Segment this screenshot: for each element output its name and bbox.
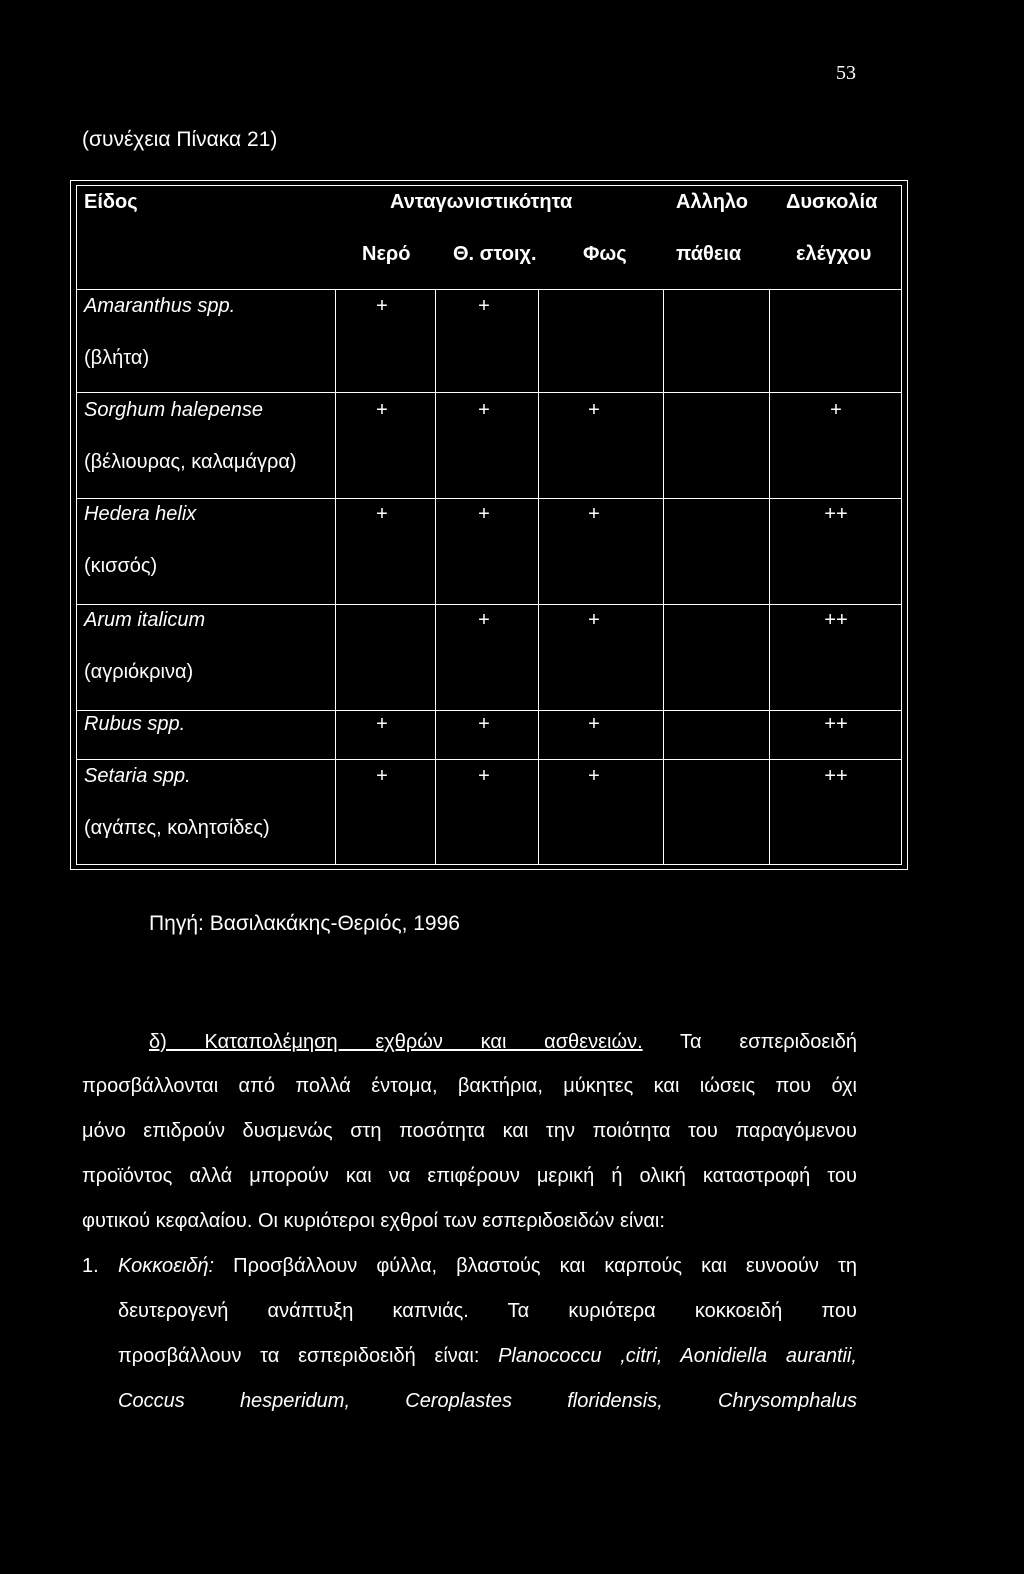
- water-mark: +: [376, 399, 388, 421]
- header-light: Φως: [583, 243, 627, 265]
- difficulty-mark: ++: [824, 765, 848, 787]
- light-mark: +: [588, 503, 600, 525]
- row-divider: [77, 289, 901, 290]
- species-latin-name: Setaria spp.: [84, 765, 191, 787]
- list-item-text: προσβάλλουν τα εσπεριδοειδή είναι:: [118, 1345, 480, 1367]
- paragraph-line: προϊόντος αλλά μπορούν και να επιφέρουν μερική ή ολική καταστροφή του: [82, 1165, 857, 1187]
- species-latin-name: Hedera helix: [84, 503, 197, 525]
- water-mark: +: [376, 503, 388, 525]
- nutrients-mark: +: [478, 765, 490, 787]
- column-divider: [663, 289, 664, 864]
- header-nutrients: Θ. στοιχ.: [453, 243, 537, 265]
- list-item-line: [118, 1344, 857, 1368]
- list-item-text: Προσβάλλουν φύλλα, βλαστούς και καρπούς και ευνοούν τη: [233, 1255, 857, 1277]
- difficulty-mark: +: [830, 399, 842, 421]
- species-latin-name: Sorghum halepense: [84, 399, 264, 421]
- list-item-line: [118, 1254, 857, 1278]
- table-continuation-label: (συνέχεια Πίνακα 21): [82, 128, 278, 151]
- list-item-species-line: Coccus hesperidum, Ceroplastes floridensis, Chrysomphalus: [118, 1390, 857, 1412]
- species-common-name: (κισσός): [84, 555, 158, 577]
- section-lead: Τα εσπεριδοειδή: [680, 1031, 857, 1053]
- column-divider: [769, 289, 770, 864]
- list-item-number: 1.: [82, 1255, 99, 1277]
- species-latin-name: Rubus spp.: [84, 713, 186, 735]
- column-divider: [435, 289, 436, 864]
- section-heading-line: [149, 1030, 857, 1054]
- header-difficulty-line1: Δυσκολία: [786, 191, 878, 213]
- header-allelopathy-line1: Αλληλο: [676, 191, 749, 213]
- light-mark: +: [588, 765, 600, 787]
- difficulty-mark: ++: [824, 503, 848, 525]
- paragraph-line: μόνο επιδρούν δυσμενώς στη ποσότητα και την ποιότητα του παραγόμενου: [82, 1120, 857, 1142]
- row-divider: [77, 604, 901, 605]
- list-item-species: Planococcu ,citri, Aonidiella aurantii,: [498, 1345, 857, 1367]
- nutrients-mark: +: [478, 295, 490, 317]
- species-latin-name: Arum italicum: [84, 609, 206, 631]
- row-divider: [77, 392, 901, 393]
- header-competitiveness: Ανταγωνιστικότητα: [390, 191, 573, 213]
- species-common-name: (αγριόκρινα): [84, 661, 194, 683]
- list-item-line: δευτερογενή ανάπτυξη καπνιάς. Τα κυριότερα κοκκοειδή που: [118, 1300, 857, 1322]
- section-heading: δ) Καταπολέμηση εχθρών και ασθενειών.: [149, 1031, 643, 1053]
- header-difficulty-line2: ελέγχου: [796, 243, 872, 265]
- paragraph-line: φυτικού κεφαλαίου. Οι κυριότεροι εχθροί των εσπεριδοειδών είναι:: [82, 1210, 665, 1232]
- nutrients-mark: +: [478, 713, 490, 735]
- table-source: Πηγή: Βασιλακάκης-Θεριός, 1996: [149, 912, 460, 935]
- nutrients-mark: +: [478, 609, 490, 631]
- water-mark: +: [376, 713, 388, 735]
- row-divider: [77, 759, 901, 760]
- page-number: 53: [836, 62, 856, 84]
- species-common-name: (βέλιουρας, καλαμάγρα): [84, 451, 297, 473]
- row-divider: [77, 710, 901, 711]
- header-species: Είδος: [84, 191, 138, 213]
- nutrients-mark: +: [478, 503, 490, 525]
- water-mark: +: [376, 295, 388, 317]
- water-mark: +: [376, 765, 388, 787]
- light-mark: +: [588, 399, 600, 421]
- difficulty-mark: ++: [824, 609, 848, 631]
- species-common-name: (βλήτα): [84, 347, 150, 369]
- list-item-term: Κοκκοειδή:: [118, 1255, 215, 1277]
- header-water: Νερό: [362, 243, 411, 265]
- column-divider: [538, 289, 539, 864]
- nutrients-mark: +: [478, 399, 490, 421]
- column-divider: [335, 289, 336, 864]
- species-latin-name: Amaranthus spp.: [84, 295, 236, 317]
- paragraph-line: προσβάλλονται από πολλά έντομα, βακτήρια, μύκητες και ιώσεις που όχι: [82, 1075, 857, 1097]
- species-common-name: (αγάπες, κολητσίδες): [84, 817, 270, 839]
- header-allelopathy-line2: πάθεια: [676, 243, 742, 265]
- difficulty-mark: ++: [824, 713, 848, 735]
- light-mark: +: [588, 713, 600, 735]
- light-mark: +: [588, 609, 600, 631]
- row-divider: [77, 498, 901, 499]
